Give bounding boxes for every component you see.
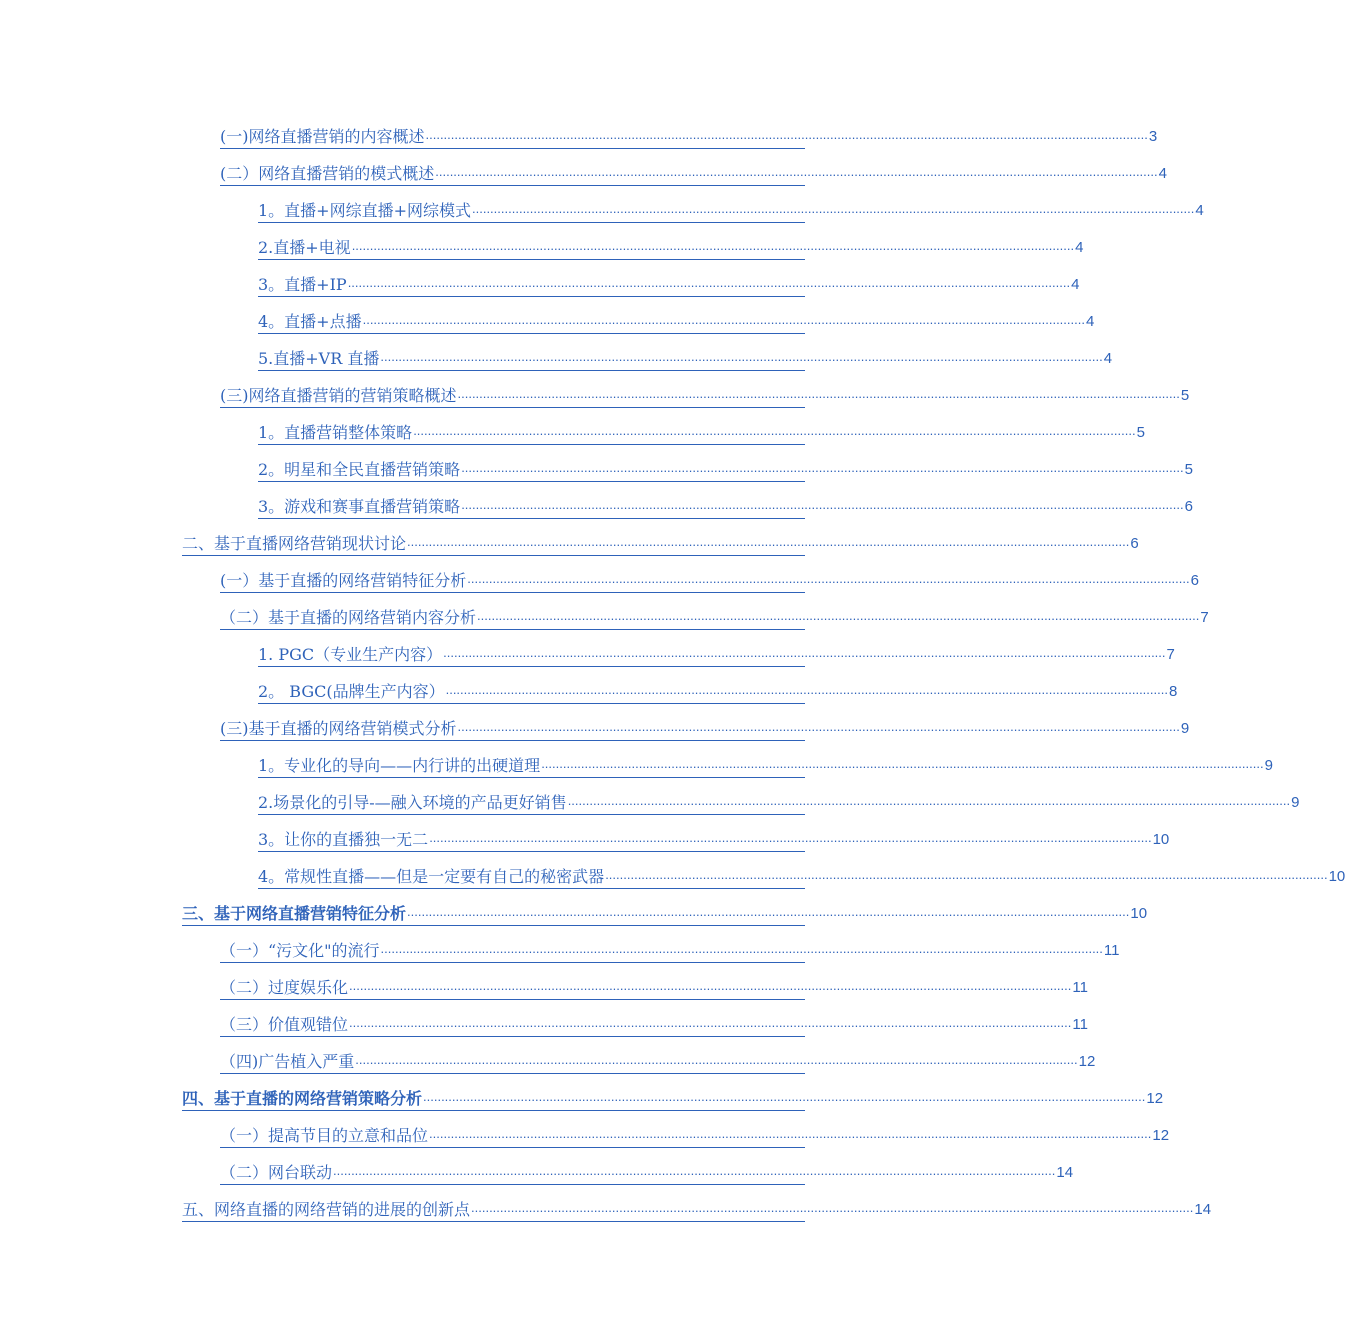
- toc-entry-label: (一）基于直播的网络营销特征分析: [220, 571, 467, 590]
- toc-entry[interactable]: [182, 529, 1139, 556]
- dot-leader: ........................................................................................................................................................................................................: [605, 867, 1328, 882]
- toc-page-number: 10: [1130, 905, 1148, 922]
- toc-entry[interactable]: [220, 1158, 1074, 1185]
- toc-page-number: 4: [1085, 313, 1095, 330]
- toc-entry-label: 3。让你的直播独一无二: [258, 830, 429, 849]
- dot-leader: ........................................................................................................................................................................................................: [435, 164, 1158, 179]
- toc-page-number: 11: [1103, 942, 1120, 959]
- toc-entry-label: 1。专业化的导向——内行讲的出硬道理: [258, 756, 541, 775]
- toc-page-number: 9: [1264, 757, 1273, 774]
- toc-entry-label: (三)网络直播营销的营销策略概述: [220, 386, 457, 405]
- toc-entry[interactable]: [258, 196, 1204, 223]
- toc-page-number: 4: [1158, 165, 1167, 182]
- toc-entry[interactable]: [258, 788, 1300, 815]
- dot-leader: ........................................................................................................................................................................................................: [461, 497, 1184, 512]
- toc-entry[interactable]: [258, 344, 1113, 371]
- toc-entry-label: 3。直播+IP: [258, 275, 347, 294]
- dot-leader: ........................................................................................................................................................................................................: [380, 941, 1103, 956]
- toc-entry[interactable]: [258, 307, 1095, 334]
- toc-entry-label: 1。直播+网综直播+网综模式: [258, 201, 471, 220]
- dot-leader: ........................................................................................................................................................................................................: [461, 460, 1184, 475]
- toc-page-number: 9: [1291, 794, 1300, 811]
- toc-entry-label: （二）网台联动: [220, 1163, 333, 1182]
- toc-entry[interactable]: [258, 492, 1193, 519]
- toc-entry[interactable]: [220, 603, 1209, 630]
- toc-page-number: 5: [1184, 461, 1193, 478]
- toc-entry[interactable]: [220, 159, 1167, 186]
- toc-entry[interactable]: [182, 1084, 1164, 1111]
- toc-entry[interactable]: [182, 899, 1148, 926]
- toc-page-number: 6: [1190, 572, 1199, 589]
- toc-entry-label: 三、基于网络直播营销特征分析: [182, 904, 407, 923]
- toc-page-number: 6: [1130, 535, 1139, 552]
- toc-page-number: 3: [1148, 128, 1158, 145]
- toc-entry[interactable]: [258, 862, 1345, 889]
- toc-entry[interactable]: [220, 1121, 1170, 1148]
- toc-page-number: 12: [1146, 1090, 1164, 1107]
- toc-entry-label: 2.场景化的引导-—融入环境的产品更好销售: [258, 793, 567, 812]
- toc-entry-label: 1. PGC（专业生产内容）: [258, 645, 443, 664]
- toc-entry[interactable]: [258, 825, 1170, 852]
- toc-page-number: 6: [1184, 498, 1193, 515]
- toc-page-number: 7: [1200, 609, 1209, 626]
- dot-leader: ........................................................................................................................................................................................................: [457, 719, 1180, 734]
- dot-leader: ........................................................................................................................................................................................................: [407, 534, 1130, 549]
- toc-entry[interactable]: [220, 714, 1190, 741]
- dot-leader: ........................................................................................................................................................................................................: [429, 1126, 1152, 1141]
- toc-entry[interactable]: [258, 270, 1080, 297]
- toc-entry-label: 5.直播+VR 直播: [258, 349, 380, 368]
- dot-leader: ........................................................................................................................................................................................................: [347, 275, 1071, 290]
- toc-page-number: 4: [1103, 350, 1113, 367]
- toc-page-number: 11: [1072, 979, 1088, 996]
- toc-entry-label: 4。常规性直播——但是一定要有自己的秘密武器: [258, 867, 605, 886]
- toc-entry[interactable]: [220, 936, 1120, 963]
- dot-leader: ........................................................................................................................................................................................................: [351, 238, 1075, 253]
- dot-leader: ........................................................................................................................................................................................................: [423, 1089, 1146, 1104]
- dot-leader: ........................................................................................................................................................................................................: [380, 349, 1103, 364]
- toc-entry[interactable]: [220, 973, 1088, 1000]
- dot-leader: ........................................................................................................................................................................................................: [349, 978, 1072, 993]
- toc-entry-label: 3。游戏和赛事直播营销策略: [258, 497, 461, 516]
- dot-leader: ........................................................................................................................................................................................................: [471, 1200, 1194, 1215]
- dot-leader: ........................................................................................................................................................................................................: [567, 793, 1291, 808]
- toc-entry[interactable]: [220, 122, 1158, 149]
- toc-entry-label: （二）基于直播的网络营销内容分析: [220, 608, 477, 627]
- toc-page-number: 7: [1166, 646, 1175, 663]
- toc-page-number: 12: [1078, 1053, 1096, 1070]
- dot-leader: ........................................................................................................................................................................................................: [362, 312, 1085, 327]
- toc-entry[interactable]: [220, 566, 1199, 593]
- toc-page-number: 4: [1195, 202, 1204, 219]
- toc-entry-label: 1。直播营销整体策略: [258, 423, 413, 442]
- toc-entry[interactable]: [258, 640, 1175, 667]
- toc-entry[interactable]: [258, 233, 1084, 260]
- toc-entry[interactable]: [220, 1047, 1096, 1074]
- toc-entry-label: （一）“污文化"的流行: [220, 941, 380, 960]
- toc-entry-label: （一）提高节目的立意和品位: [220, 1126, 429, 1145]
- toc-page-number: 5: [1136, 424, 1145, 441]
- dot-leader: ........................................................................................................................................................................................................: [425, 127, 1148, 142]
- dot-leader: ........................................................................................................................................................................................................: [355, 1052, 1078, 1067]
- toc-page-number: 11: [1072, 1016, 1088, 1033]
- dot-leader: ........................................................................................................................................................................................................: [477, 608, 1200, 623]
- toc-entry[interactable]: [258, 455, 1193, 482]
- dot-leader: ........................................................................................................................................................................................................: [445, 682, 1168, 697]
- toc-entry[interactable]: [258, 418, 1145, 445]
- toc-entry[interactable]: [258, 677, 1178, 704]
- toc-page-number: 10: [1152, 831, 1170, 848]
- toc-entry-label: 2。 BGC(品牌生产内容）: [258, 682, 445, 701]
- toc-entry-label: 五、网络直播的网络营销的进展的创新点: [182, 1200, 471, 1219]
- dot-leader: ........................................................................................................................................................................................................: [467, 571, 1190, 586]
- dot-leader: ........................................................................................................................................................................................................: [429, 830, 1152, 845]
- dot-leader: ........................................................................................................................................................................................................: [333, 1163, 1056, 1178]
- toc-entry-label: （二）过度娱乐化: [220, 978, 349, 997]
- dot-leader: ........................................................................................................................................................................................................: [413, 423, 1136, 438]
- dot-leader: ........................................................................................................................................................................................................: [457, 386, 1180, 401]
- toc-page-number: 5: [1180, 387, 1190, 404]
- toc-page-number: 14: [1194, 1201, 1212, 1218]
- toc-page-number: 8: [1168, 683, 1178, 700]
- toc-entry-label: 2。明星和全民直播营销策略: [258, 460, 461, 479]
- toc-entry-label: 二、基于直播网络营销现状讨论: [182, 534, 407, 553]
- toc-entry[interactable]: [220, 381, 1190, 408]
- toc-page-number: 9: [1180, 720, 1190, 737]
- toc-entry[interactable]: [258, 751, 1273, 778]
- toc-entry-label: (二）网络直播营销的模式概述: [220, 164, 435, 183]
- dot-leader: ........................................................................................................................................................................................................: [541, 756, 1264, 771]
- toc-page-number: 14: [1056, 1164, 1074, 1181]
- dot-leader: ........................................................................................................................................................................................................: [349, 1015, 1072, 1030]
- toc-entry-label: 四、基于直播的网络营销策略分析: [182, 1089, 423, 1108]
- toc-entry-label: （三）价值观错位: [220, 1015, 349, 1034]
- toc-page-number: 12: [1152, 1127, 1170, 1144]
- toc-entry[interactable]: [182, 1195, 1212, 1222]
- toc-entry[interactable]: [220, 1010, 1088, 1037]
- dot-leader: ........................................................................................................................................................................................................: [472, 201, 1195, 216]
- dot-leader: ........................................................................................................................................................................................................: [443, 645, 1166, 660]
- toc-entry-label: 4。直播+点播: [258, 312, 362, 331]
- toc-entry-label: 2.直播+电视: [258, 238, 351, 257]
- toc-entry-label: (一)网络直播营销的内容概述: [220, 127, 425, 146]
- toc-entry-label: （四)广告植入严重: [220, 1052, 355, 1071]
- toc-entry-label: (三)基于直播的网络营销模式分析: [220, 719, 457, 738]
- dot-leader: ........................................................................................................................................................................................................: [407, 904, 1130, 919]
- toc-page-number: 10: [1328, 868, 1345, 885]
- toc-page-number: 4: [1071, 276, 1080, 293]
- toc-page-number: 4: [1075, 239, 1084, 256]
